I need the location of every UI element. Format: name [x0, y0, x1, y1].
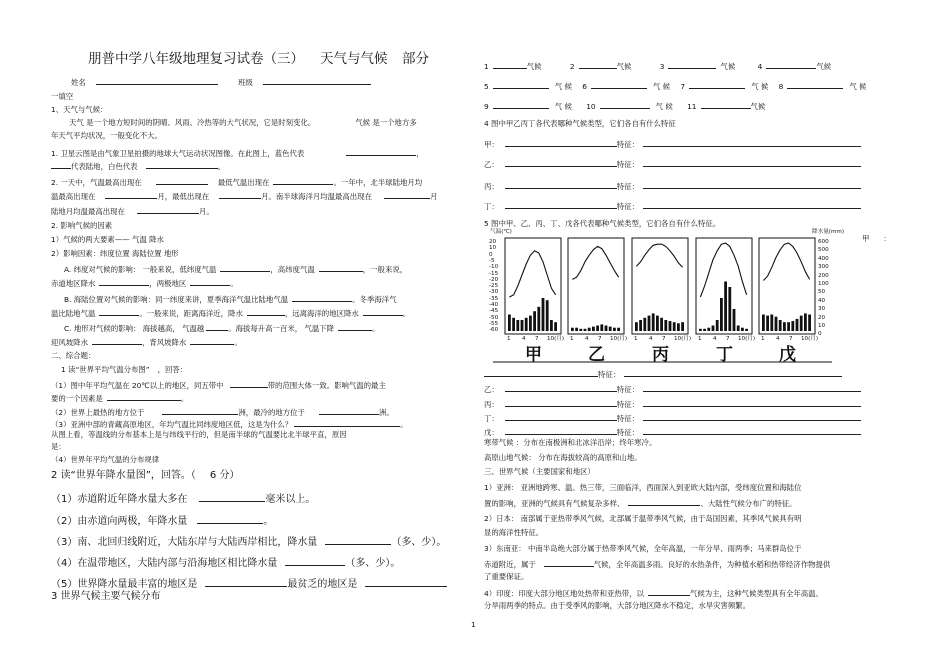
- chart-panel-frame: [632, 238, 688, 334]
- row-label: 丁：: [484, 202, 499, 211]
- q5-heading: 5 图中甲、乙、丙、丁、戊各代表哪种气候类型，它们各自有什么特征。: [484, 219, 721, 228]
- precip-bar: [724, 282, 727, 332]
- precip-bar: [733, 309, 736, 331]
- topic-title: 天气与气候: [320, 51, 388, 67]
- temp-tick-label: -15: [489, 270, 499, 277]
- precip-bar: [508, 315, 511, 332]
- precip-bar: [635, 322, 638, 331]
- month-tick-label: 1: [634, 336, 638, 342]
- precip-bar: [775, 317, 778, 331]
- precip-tick-label: 300: [818, 264, 829, 271]
- asia-1: 1）亚洲： 亚洲地跨寒、温、热三带，三面临洋，西面深入到亚欧大陆内部，受纬度位置和海陆位: [484, 483, 802, 492]
- class-label: 班级: [238, 78, 253, 87]
- month-tick-label: 1: [761, 336, 765, 342]
- q-rain-1: （1）赤道附近年降水量大多在 毫米以上。: [51, 491, 315, 506]
- temp-tick-label: -20: [489, 276, 499, 283]
- precip-bar: [617, 328, 620, 331]
- precip-bar: [609, 327, 612, 331]
- precip-bar: [600, 324, 603, 331]
- line-satellite: 1. 卫星云图是由气象卫星拍摄的地球大气运动状况图像。在此图上，蓝色代表 ，: [51, 149, 424, 158]
- temperature-line: [763, 243, 809, 280]
- month-tick-label: 1: [507, 336, 511, 342]
- q-rain-5: （5）世界降水量最丰富的地区是 最贫乏的地区是: [51, 576, 447, 591]
- q-rain-3: （3）南、北回归线附近，大陆东岸与大陆西岸相比，降水量 （多、少）。: [51, 534, 446, 549]
- q5-row: [484, 383, 861, 394]
- cold-climate: 寒带气候 ：分布在南极洲和北冰洋沿岸；终年寒冷。: [484, 438, 657, 447]
- precip-bar: [716, 320, 719, 331]
- precip-bar: [677, 323, 680, 331]
- precip-bar: [796, 319, 799, 331]
- temperature-line: [572, 246, 618, 279]
- precip-bar: [639, 320, 642, 331]
- blank-type[interactable]: [505, 412, 617, 421]
- blank-type[interactable]: [505, 398, 617, 407]
- chart-left-axis-label: 气温(℃): [490, 229, 512, 235]
- temp-tick-label: -50: [489, 314, 499, 321]
- month-tick-label: 10(月): [801, 336, 819, 342]
- temp-tick-label: -5: [489, 257, 495, 264]
- precip-bar: [542, 298, 545, 331]
- precip-bar: [521, 320, 524, 331]
- precip-tick-label: 30: [818, 306, 826, 313]
- section-fill: 一填空: [51, 92, 74, 101]
- precip-bar: [643, 318, 646, 331]
- precip-bar: [707, 328, 710, 331]
- precip-bar: [554, 322, 557, 331]
- month-tick-label: 1: [698, 336, 702, 342]
- q4-heading: 4 图中甲乙丙丁各代表哪种气候类型，它们各自有什么特征: [484, 119, 676, 128]
- precip-bar: [808, 315, 811, 332]
- feature-label: 特征：: [616, 140, 639, 149]
- q-temp-1: （1）图中年平均气温在 20℃以上的地区，同五带中 带的范围大体一致。影响气温的最主: [51, 381, 386, 390]
- exam-title: 朋普中学八年级地理复习试卷（三）: [88, 51, 304, 67]
- month-tick-label: 7: [662, 336, 666, 342]
- factors-heading: 2. 影响气候的因素: [51, 221, 113, 230]
- precip-bar: [575, 328, 578, 331]
- q-temp-isotherm-2: 是：: [51, 442, 66, 451]
- line-temp-day: 2. 一天中，气温最高出现在 最低气温出现在 。一年中，北半球陆地月均: [51, 178, 423, 187]
- month-tick-label: 1: [570, 336, 574, 342]
- precip-bar: [800, 316, 803, 331]
- feature-label: 特征：: [616, 160, 639, 169]
- chart-panel-title: 甲: [525, 345, 542, 365]
- temp-tick-label: -45: [489, 308, 499, 315]
- precip-bar: [664, 320, 667, 331]
- chart-panel-title: 乙: [588, 345, 605, 365]
- month-tick-label: 10(月): [674, 336, 692, 342]
- chart-panel-title: 戊: [779, 345, 796, 365]
- feature-label: 特征：: [616, 182, 639, 191]
- precip-tick-label: 500: [818, 247, 829, 254]
- precip-bar: [703, 329, 706, 331]
- q5-row: [484, 426, 861, 437]
- temp-tick-label: -25: [489, 283, 499, 290]
- sea-1: 3）东南亚： 中南半岛绝大部分属于热带季风气候，全年高温，一年分旱、雨两季；马来群岛位于: [484, 544, 802, 553]
- q-climate-distribution: 3 世界气候主要气候分布: [51, 591, 161, 602]
- line-sea-land-2: 温比陆地气温 。一般来说，距离海洋近，降水 ，远离海洋的地区降水 。: [51, 309, 411, 318]
- precip-bar: [648, 316, 651, 331]
- blank-asia-feature[interactable]: [628, 497, 700, 506]
- q1-heading: 1、天气与气候：: [51, 105, 108, 114]
- precip-bar: [592, 327, 595, 331]
- temp-tick-label: -60: [489, 327, 499, 334]
- q-rain-4: （4）在温带地区，大陆内部与沿海地区相比降水量 （多、少）。: [51, 555, 400, 570]
- precip-bar: [720, 298, 723, 331]
- influence-factors: 2）影响因素：纬度位置 海陆位置 地形: [51, 249, 179, 258]
- feature-label: 特征：: [616, 414, 639, 423]
- line-temp-year: 温最高出现在 月，最低出现在 月。南半球海洋月均温最高出现在 月: [51, 192, 438, 201]
- highland-climate: 高原山地气候： 分布在海拔较高的高原和山地。: [484, 453, 642, 462]
- line-sea-land: B. 海陆位置对气候的影响：同一纬度来讲，夏季海洋气温比陆地气温 。冬季海洋气: [64, 295, 397, 304]
- chart-panel-title: 丙: [652, 345, 669, 365]
- blank-feature[interactable]: [643, 412, 861, 421]
- q-rain-map: 2 读“世界年降水量图”，回答。（ 6 分）: [51, 470, 240, 481]
- month-tick-label: 4: [522, 336, 526, 342]
- feature-label: 特征：: [616, 428, 639, 437]
- month-tick-label: 10(月): [610, 336, 628, 342]
- row-label: 戊：: [484, 428, 499, 437]
- row-label: 乙：: [484, 160, 499, 169]
- precip-bar: [783, 322, 786, 331]
- blank-feature[interactable]: [643, 383, 861, 392]
- feature-label: 特征：: [616, 202, 639, 211]
- month-tick-label: 10(月): [738, 336, 756, 342]
- line-temp-land: 陆地月均温最高出现在 月。: [51, 207, 214, 216]
- precip-bar: [525, 318, 528, 331]
- topic-part: 部分: [402, 51, 429, 67]
- line-terrain: C. 地形对气候的影响： 海拔越高， 气温越 。海拔每升高一百米， 气温下降 。: [64, 324, 380, 333]
- precip-bar: [656, 316, 659, 331]
- line-satellite-2: 代表陆地，白色代表 。: [51, 160, 225, 171]
- sea-2: 赤道附近，属于 气候，全年高温多雨。良好的水热条件，为种植水稻和热带经济作物提供: [484, 560, 831, 569]
- precip-bar: [584, 329, 587, 331]
- row-label: 乙：: [484, 385, 499, 394]
- line-climate-def: 年天气平均状况，一般变化不大。: [51, 131, 162, 140]
- precip-bar: [745, 329, 748, 331]
- precip-bar: [728, 287, 731, 331]
- climate-row-2: 5 气 候 6 气 候 7 气 候 8 气 候: [484, 82, 867, 91]
- row-label: 丁：: [484, 414, 499, 423]
- row5-jia-feature: 特征：: [484, 368, 842, 379]
- month-tick-label: 10(月): [547, 336, 565, 342]
- temp-tick-label: 0: [489, 251, 493, 258]
- precip-bar: [537, 307, 540, 331]
- precip-tick-label: 40: [818, 297, 826, 304]
- precip-tick-label: 400: [818, 255, 829, 262]
- blank-type[interactable]: [505, 426, 617, 435]
- line-latitude: A. 纬度对气候的影响： 一般来说，低纬度气温 ，高纬度气温 ，一般来说，: [64, 265, 408, 274]
- precip-bar: [699, 329, 702, 331]
- japan-2: 显的海洋性特征。: [484, 528, 544, 537]
- precip-bar: [533, 311, 536, 331]
- blank-jia-feature[interactable]: [624, 368, 842, 377]
- line-latitude-2: 赤道地区降水 ，两极地区 。: [51, 279, 238, 288]
- month-tick-label: 4: [585, 336, 589, 342]
- precip-bar: [770, 315, 773, 332]
- precip-bar: [804, 313, 807, 331]
- temperature-line: [700, 243, 746, 297]
- precip-tick-label: 50: [818, 289, 826, 296]
- temp-tick-label: 20: [489, 239, 497, 245]
- temperature-line: [636, 244, 682, 267]
- blank-feature[interactable]: [643, 426, 861, 435]
- q5-row: [484, 412, 861, 423]
- precip-bar: [579, 329, 582, 331]
- chart-right-axis-label: 降水量(mm): [812, 229, 845, 235]
- q5-jia-label: 甲 ：: [862, 234, 891, 243]
- precip-bar: [669, 321, 672, 331]
- precip-bar: [605, 326, 608, 332]
- precip-bar: [660, 318, 663, 331]
- line-weather-def: 天气 是一个地方短时间的阴晴、风雨、冷热等的大气状况，它是时刻变化。 气候 是一个地方多: [69, 118, 417, 127]
- precip-tick-label: 100: [818, 281, 829, 287]
- climate-row-1: 1 气候 2 气候 3 气候 4 气候: [484, 62, 832, 71]
- precip-bar: [791, 321, 794, 331]
- two-elements: 1）气候的两大要素—— 气温 降水: [51, 235, 164, 244]
- line-terrain-2: 迎风坡降水 ，背风坡降水 。: [51, 338, 242, 347]
- page-number: 1: [471, 620, 476, 629]
- precip-bar: [766, 316, 769, 331]
- row-label: 丙：: [484, 400, 499, 409]
- india-1: 4）印度：印度大部分地区地处热带和亚热带，以 气候为主，这种气候类型具有全年高温、: [484, 589, 823, 598]
- month-tick-label: 7: [535, 336, 539, 342]
- q-rain-2: （2）由赤道向两极，年降水量 。: [51, 513, 273, 528]
- precip-bar: [546, 300, 549, 331]
- temperature-line: [509, 251, 555, 297]
- precip-bar: [652, 313, 655, 331]
- blank-type[interactable]: [505, 383, 617, 392]
- blank-jia-type[interactable]: [484, 368, 598, 377]
- precip-bar: [596, 326, 599, 332]
- month-tick-label: 4: [649, 336, 653, 342]
- blank-feature[interactable]: [643, 398, 861, 407]
- month-tick-label: 4: [776, 336, 780, 342]
- precip-bar: [712, 326, 715, 332]
- precip-bar: [588, 328, 591, 331]
- q-temp-4: （4）世界年平均气温的分布规律: [51, 455, 160, 464]
- precip-bar: [512, 318, 515, 331]
- row-label: 甲：: [484, 140, 499, 149]
- temp-tick-label: 10: [489, 245, 497, 252]
- temp-tick-label: -55: [489, 320, 499, 327]
- chart-panel-title: 丁: [716, 345, 733, 365]
- precip-bar: [673, 322, 676, 331]
- month-tick-label: 7: [789, 336, 793, 342]
- feature-label: 特征：: [616, 385, 639, 394]
- q-temp-1b: 要的一个因素是 。: [51, 394, 189, 403]
- precip-tick-label: 600: [818, 239, 829, 245]
- climate-row-3: 9 气 候 10 气 候 11 气候: [484, 102, 766, 111]
- precip-bar: [681, 322, 684, 331]
- sea-3: 了重要保证。: [484, 572, 529, 581]
- q-temp-2: （2）世界上最热的地方位于 洲，最冷的地方位于 洲。: [51, 408, 394, 417]
- feature-label: 特征：: [616, 400, 639, 409]
- row-label: 丙：: [484, 182, 499, 191]
- temp-tick-label: -10: [489, 264, 499, 271]
- japan-1: 2）日本： 南部属于亚热带季风气候，北部属于温带季风气候，由于岛国因素，其季风气候具有明: [484, 514, 802, 523]
- precip-tick-label: 20: [818, 314, 826, 321]
- q-temp-3: （3）亚洲中部的青藏高原地区，年均气温比同纬度地区低，这是为什么？ 。: [51, 420, 408, 429]
- precip-bar: [613, 328, 616, 331]
- name-label: 姓名: [71, 78, 86, 87]
- month-tick-label: 7: [726, 336, 730, 342]
- precip-bar: [571, 328, 574, 331]
- precip-bar: [529, 316, 532, 331]
- section-world-climate: 三、世界气候（主要国家和地区）: [484, 467, 595, 476]
- temp-tick-label: -30: [489, 289, 499, 296]
- india-2: 分旱雨两季的特点。由于受季风的影响，大部分地区降水不稳定，水旱灾害频繁。: [484, 601, 751, 610]
- precip-bar: [737, 326, 740, 332]
- q-temp-map: 1 读“世界平均气温分布图” ，回答：: [61, 365, 188, 374]
- q5-row: [484, 398, 861, 409]
- precip-bar: [787, 322, 790, 331]
- month-tick-label: 4: [713, 336, 717, 342]
- precip-bar: [741, 328, 744, 331]
- asia-2: 置的影响，亚洲的气候具有气候复杂多样、 、大陆性气候分布广的特征。: [484, 499, 797, 508]
- precip-bar: [550, 320, 553, 331]
- precip-bar: [516, 320, 519, 331]
- precip-bar: [762, 315, 765, 332]
- chart-panel-frame: [568, 238, 624, 334]
- blank-india-climate[interactable]: [648, 587, 690, 596]
- blank-sea-climate[interactable]: [544, 558, 594, 567]
- precip-tick-label: 200: [818, 272, 829, 279]
- precip-tick-label: 10: [818, 323, 826, 329]
- section-comprehensive: 二、综合题：: [51, 351, 96, 360]
- temp-tick-label: -35: [489, 295, 499, 302]
- q-temp-isotherm: 从图上看，等温线的分布基本上是与纬线平行的，但是南半球的气温要比北半球平直，原因: [51, 430, 347, 439]
- month-tick-label: 7: [598, 336, 602, 342]
- precip-bar: [779, 320, 782, 331]
- temp-tick-label: -40: [489, 302, 499, 308]
- precip-tick-label: 0: [818, 331, 822, 338]
